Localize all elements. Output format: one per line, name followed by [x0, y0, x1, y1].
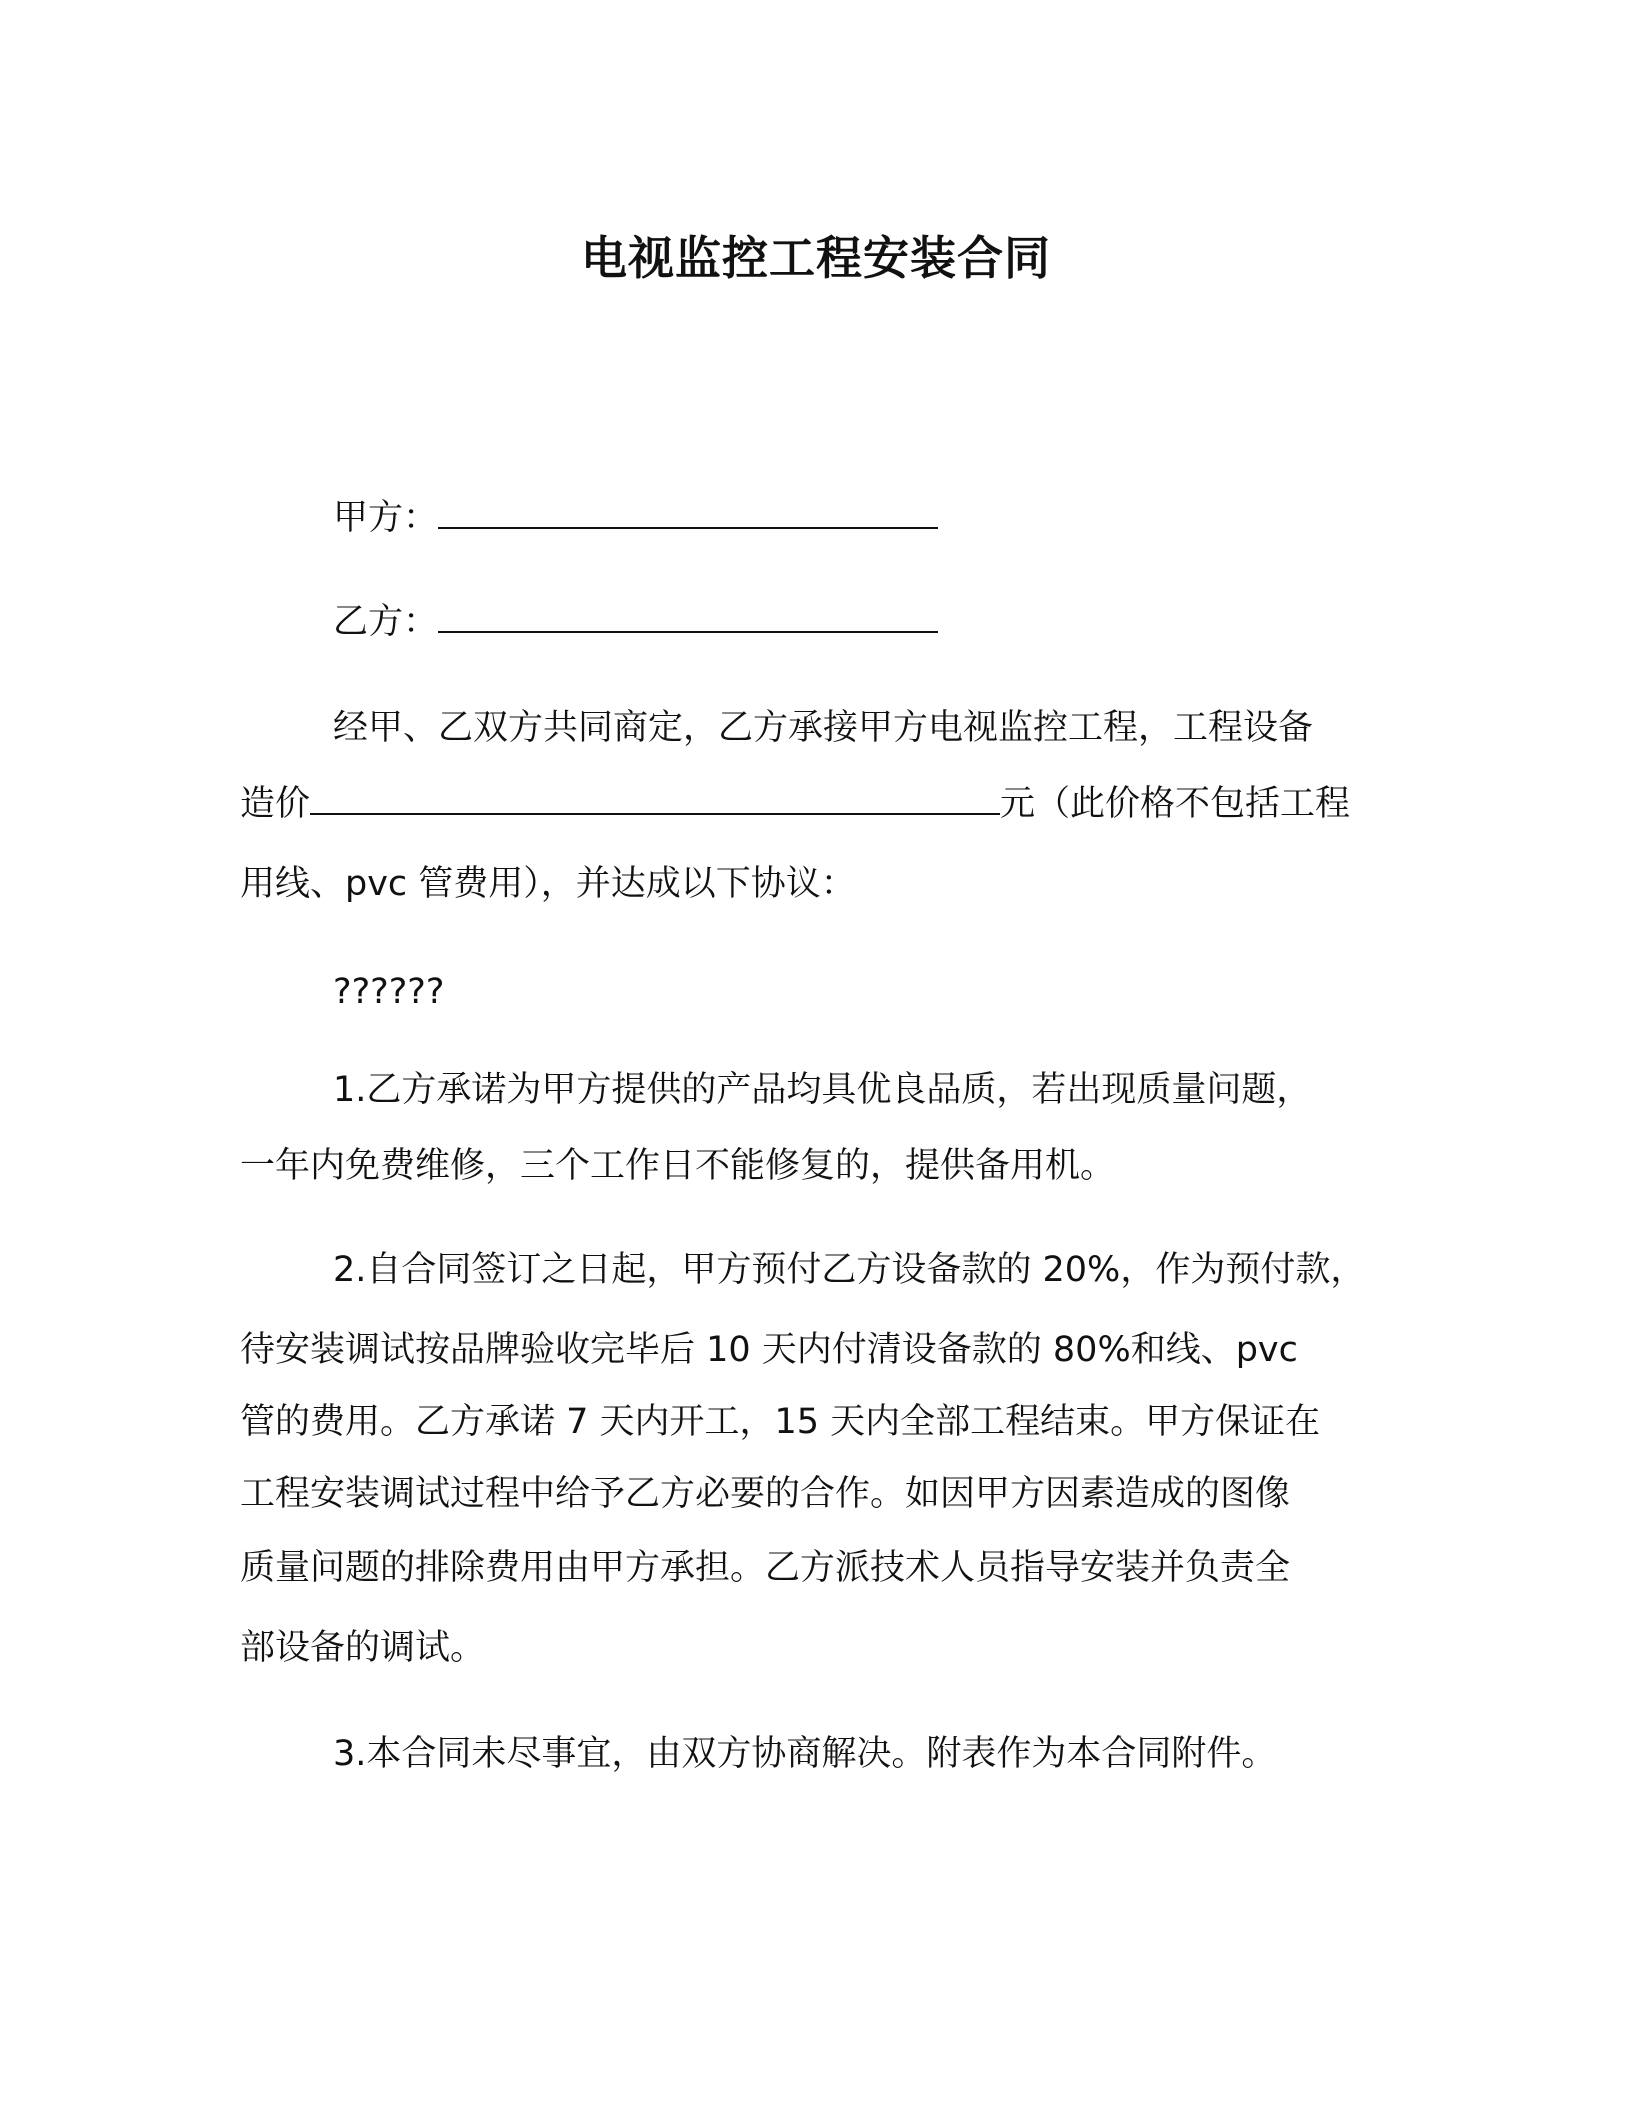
intro-line-2	[240, 780, 1350, 828]
clause-2-line-6: 部设备的调试。	[240, 1628, 486, 1668]
document-title: 电视监控工程安装合同	[581, 231, 1051, 285]
clause-2-line-4: 工程安装调试过程中给予乙方必要的合作。如因甲方因素造成的图像	[240, 1474, 1291, 1514]
party-a-line	[333, 494, 938, 542]
placeholder-heading: ??????	[333, 972, 445, 1012]
party-a-label: 甲方：	[333, 498, 439, 538]
clause-2-line-2: 待安装调试按品牌验收完毕后 10 天内付清设备款的 80%和线、pvc	[240, 1330, 1298, 1370]
clause-1-line-2: 一年内免费维修，三个工作日不能修复的，提供备用机。	[240, 1146, 1116, 1186]
party-b-blank-field[interactable]	[438, 599, 938, 633]
clause-3-line-1: 3.本合同未尽事宜，由双方协商解决。附表作为本合同附件。	[333, 1734, 1277, 1774]
party-b-label: 乙方：	[333, 602, 439, 642]
intro-line-1: 经甲、乙双方共同商定，乙方承接甲方电视监控工程，工程设备	[333, 708, 1314, 748]
price-blank-field[interactable]	[310, 781, 1000, 815]
clause-2-line-3: 管的费用。乙方承诺 7 天内开工，15 天内全部工程结束。甲方保证在	[240, 1402, 1321, 1442]
intro-line-2-end: 元（此价格不包括工程	[1000, 784, 1351, 824]
intro-line-3: 用线、pvc 管费用），并达成以下协议：	[240, 864, 856, 904]
party-a-blank-field[interactable]	[438, 495, 938, 529]
clause-2-line-1: 2.自合同签订之日起，甲方预付乙方设备款的 20%，作为预付款，	[333, 1250, 1366, 1290]
intro-line-2-start: 造价	[240, 784, 311, 824]
clause-2-line-5: 质量问题的排除费用由甲方承担。乙方派技术人员指导安装并负责全	[240, 1548, 1291, 1588]
party-b-line	[333, 598, 938, 646]
clause-1-line-1: 1.乙方承诺为甲方提供的产品均具优良品质，若出现质量问题，	[333, 1070, 1312, 1110]
